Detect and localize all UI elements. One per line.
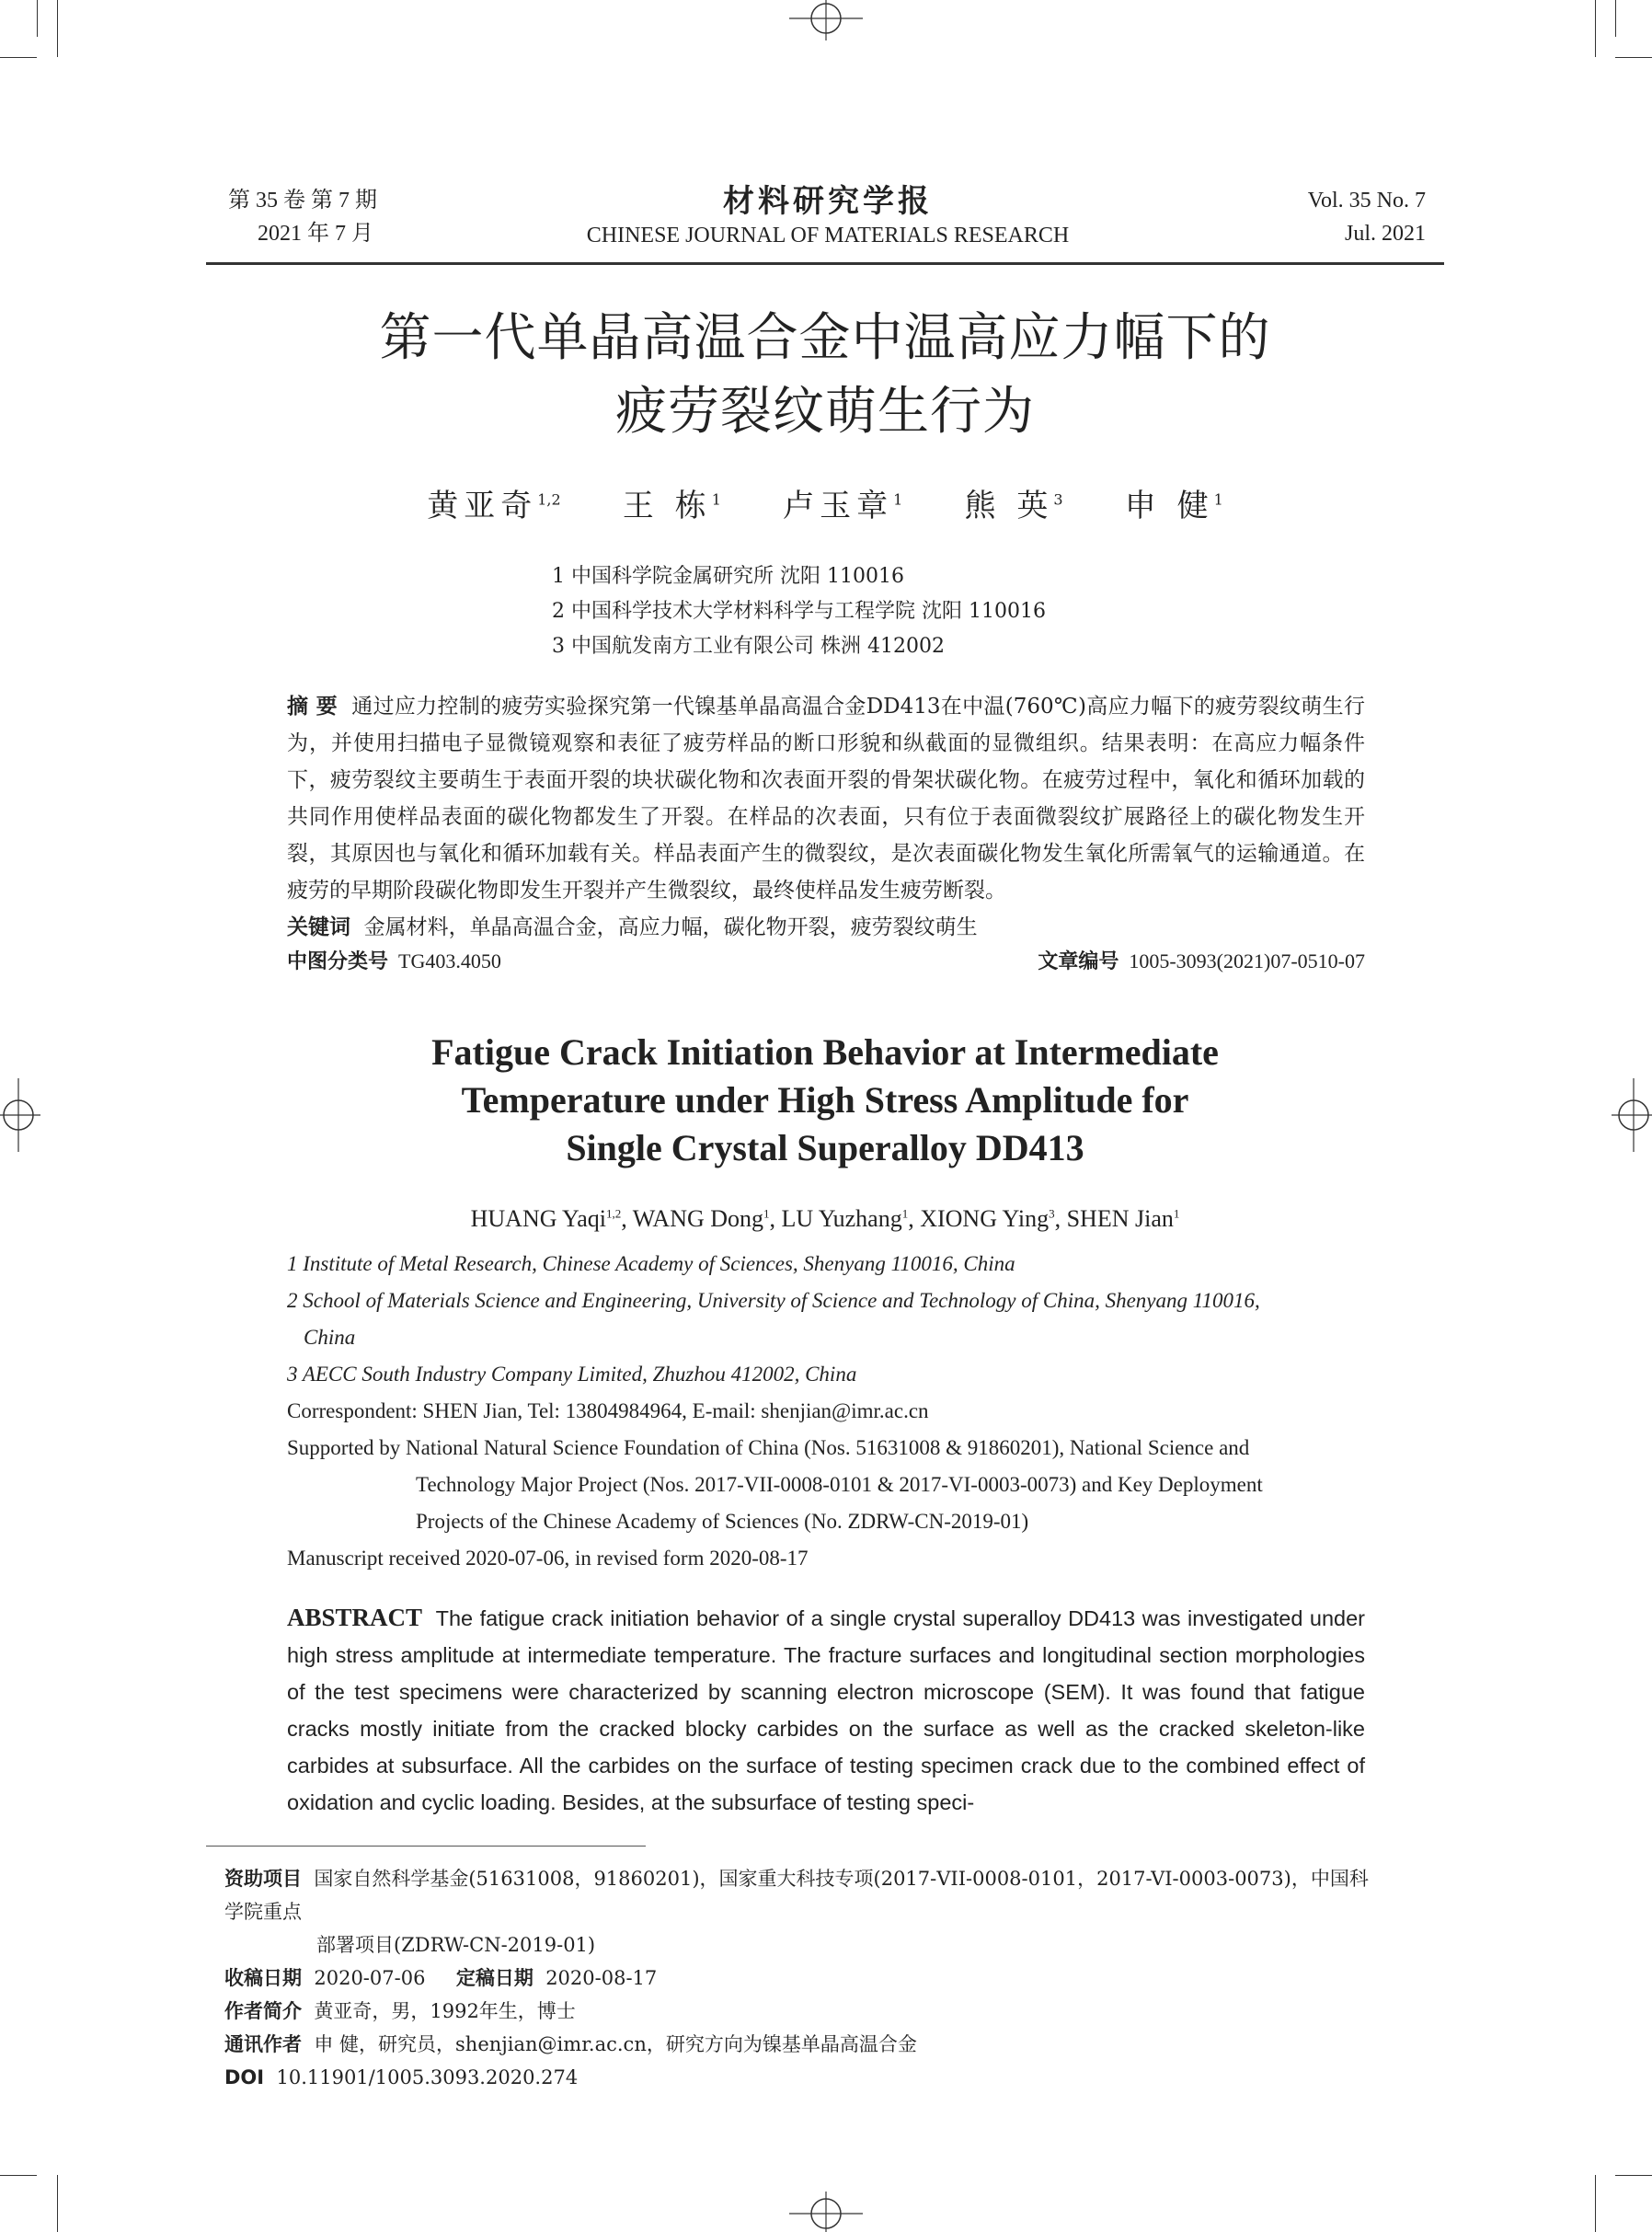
header-rule — [206, 262, 1444, 265]
keywords-cn: 金属材料，单晶高温合金，高应力幅，碳化物开裂，疲劳裂纹萌生 — [363, 915, 978, 939]
affiliation-cn: 3 中国航发南方工业有限公司 株洲 412002 — [552, 635, 945, 658]
footnotes — [224, 1862, 1385, 2094]
registration-mark-left — [0, 1078, 40, 1152]
supported-by-line3: Projects of the Chinese Academy of Sciences (No. ZDRW-CN-2019-01) — [416, 1510, 1029, 1533]
title-en-line3: Single Crystal Superalloy DD413 — [566, 1127, 1084, 1168]
affiliation-en-cont: China — [304, 1326, 356, 1349]
abstract-en-label: ABSTRACT — [287, 1604, 423, 1631]
journal-title-en: CHINESE JOURNAL OF MATERIALS RESEARCH — [586, 224, 1070, 247]
affiliation-cn: 2 中国科学技术大学材料科学与工程学院 沈阳 110016 — [552, 600, 1046, 623]
title-cn — [206, 302, 1444, 449]
author-en: HUANG Yaqi$^{1,2}$ — [470, 1205, 622, 1232]
date-en: Jul. 2021 — [1344, 222, 1426, 246]
author-cn: 黄亚奇$^{1,2}$ — [427, 488, 561, 524]
author-cn: 熊 英$^3$ — [964, 488, 1063, 524]
footnote-doi: DOI 10.11901/1005.3093.2020.274 — [224, 2066, 579, 2088]
author-en: LU Yuzhang$^1$ — [781, 1205, 909, 1232]
abstract-cn-label: 摘 要 — [287, 695, 338, 719]
affiliation-en: 1 Institute of Metal Research, Chinese Academy of Sciences, Shenyang 110016, China — [287, 1252, 1015, 1275]
crop-mark — [57, 2175, 58, 2232]
footnote-funding: 资助项目 国家自然科学基金(51631008，91860201)，国家重大科技专项(2017-VII-0008-0101，2017-VI-0003-0073)，中国科学院重点 — [224, 1868, 1369, 1923]
authors-cn — [206, 480, 1444, 525]
title-en-line1: Fatigue Crack Initiation Behavior at Intermediate — [431, 1031, 1219, 1073]
author-en: XIONG Ying$^3$ — [920, 1205, 1055, 1232]
affiliation-en: 2 School of Materials Science and Engineering, University of Science and Technology of China, Shenyang 110016, — [287, 1289, 1260, 1312]
crop-mark — [1615, 0, 1616, 37]
volume-en: Vol. 35 No. 7 — [1307, 189, 1426, 213]
clc-label: 中图分类号 — [287, 949, 389, 972]
author-en: WANG Dong$^1$ — [632, 1205, 770, 1232]
registration-mark-right — [1612, 1078, 1652, 1152]
crop-mark — [1595, 2175, 1596, 2232]
footnote-dates: 收稿日期 2020-07-06 定稿日期 2020-08-17 — [224, 1967, 658, 1989]
author-cn: 卢玉章$^1$ — [783, 488, 903, 524]
title-cn-line2: 疲劳裂纹萌生行为 — [615, 382, 1035, 442]
clc-number: TG403.4050 — [398, 949, 501, 972]
affiliation-en: 3 AECC South Industry Company Limited, Zhuzhou 412002, China — [287, 1363, 857, 1386]
abstract-cn — [287, 688, 1365, 946]
author-cn: 王 栋$^1$ — [622, 488, 721, 524]
manuscript-dates: Manuscript received 2020-07-06, in revised form 2020-08-17 — [287, 1547, 809, 1570]
correspondent: Correspondent: SHEN Jian, Tel: 13804984964, E-mail: shenjian@imr.ac.cn — [287, 1399, 929, 1422]
footnote-rule — [206, 1846, 646, 1847]
header-left — [228, 184, 377, 250]
abstract-cn-text: 通过应力控制的疲劳实验探究第一代镍基单晶高温合金DD413在中温(760℃)高应力幅下的疲劳裂纹萌生行为，并使用扫描电子显微镜观察和表征了疲劳样品的断口形貌和纵截面的显微组织。结果表明：在高应力幅条件下，疲劳裂纹主要萌生于表面开裂的块状碳化物和次表面开裂的骨架状碳化物。在疲劳过程中，氧化和循环加载的共同作用使样品表面的碳化物都发生了开裂。在样品的次表面，只有位于表面微裂纹扩展路径上的碳化物发生开裂，其原因也与氧化和循环加载有关。样品表面产生的微裂纹，是次表面碳化物发生氧化所需氧气的运输通道。在疲劳的早期阶段碳化物即发生开裂并产生微裂纹，最终使样品发生疲劳断裂。 — [287, 695, 1365, 903]
keywords-label: 关键词 — [287, 915, 350, 939]
supported-by-line2: Technology Major Project (Nos. 2017-VII-0008-0101 & 2017-VI-0003-0073) and Key Deployment — [416, 1473, 1263, 1496]
title-cn-line1: 第一代单晶高温合金中温高应力幅下的 — [379, 308, 1271, 368]
title-en-line2: Temperature under High Stress Amplitude for — [461, 1079, 1189, 1121]
volume-cn: 第 35 卷 第 7 期 — [228, 189, 377, 213]
header-right — [1269, 184, 1426, 250]
crop-mark — [1595, 0, 1596, 57]
english-info — [287, 1246, 1365, 1577]
abstract-en — [287, 1599, 1365, 1821]
date-cn: 2021 年 7 月 — [258, 222, 373, 246]
footnote-corresponding: 通讯作者 申 健，研究员，shenjian@imr.ac.cn，研究方向为镍基单晶高温合金 — [224, 2033, 917, 2055]
crop-mark — [0, 2175, 37, 2176]
affiliation-cn: 1 中国科学院金属研究所 沈阳 110016 — [552, 565, 904, 588]
registration-mark-bottom — [789, 2192, 863, 2232]
article-number: 1005-3093(2021)07-0510-07 — [1129, 949, 1365, 972]
authors-en: HUANG Yaqi$^{1,2}$, WANG Dong$^1$, LU Yuzhang$^1$, XIONG Ying$^3$, SHEN Jian$^1$ — [470, 1205, 1180, 1232]
supported-by-line1: Supported by National Natural Science Foundation of China (Nos. 51631008 & 91860201), National Science and — [287, 1436, 1250, 1459]
author-en: SHEN Jian$^1$ — [1066, 1205, 1180, 1232]
title-en — [206, 1029, 1444, 1172]
crop-mark — [0, 57, 37, 58]
affiliations-cn — [552, 559, 1046, 664]
footnote-author: 作者简介 黄亚奇，男，1992年生，博士 — [224, 2000, 576, 2022]
article-number-label: 文章编号 — [1038, 949, 1119, 972]
crop-mark — [57, 0, 58, 57]
crop-mark — [1615, 2175, 1652, 2176]
journal-title-cn: 材料研究学报 — [723, 183, 933, 220]
crop-mark — [37, 0, 38, 37]
journal-title — [515, 182, 1141, 250]
footnote-funding-cont: 部署项目(ZDRW-CN-2019-01) — [316, 1934, 596, 1956]
abstract-en-text: The fatigue crack initiation behavior of a single crystal superalloy DD413 was investigated under high stress amplitude at intermediate temperature. The fracture surfaces and longitudinal section morphologies of the test specimens were characterized by scanning electron microscope (SEM). It was found that fatigue cracks mostly initiate from the cracked blocky carbides on the surface as well as the cracked skeleton-like carbides at subsurface. All the carbides on the surface of testing specimen crack due to the combined effect of oxidation and cyclic loading. Besides, at the subsurface of testing speci- — [287, 1606, 1365, 1814]
registration-mark-top — [789, 0, 863, 40]
author-cn: 申 健$^1$ — [1124, 488, 1223, 524]
classification-row — [287, 945, 1365, 979]
crop-mark — [1615, 57, 1652, 58]
